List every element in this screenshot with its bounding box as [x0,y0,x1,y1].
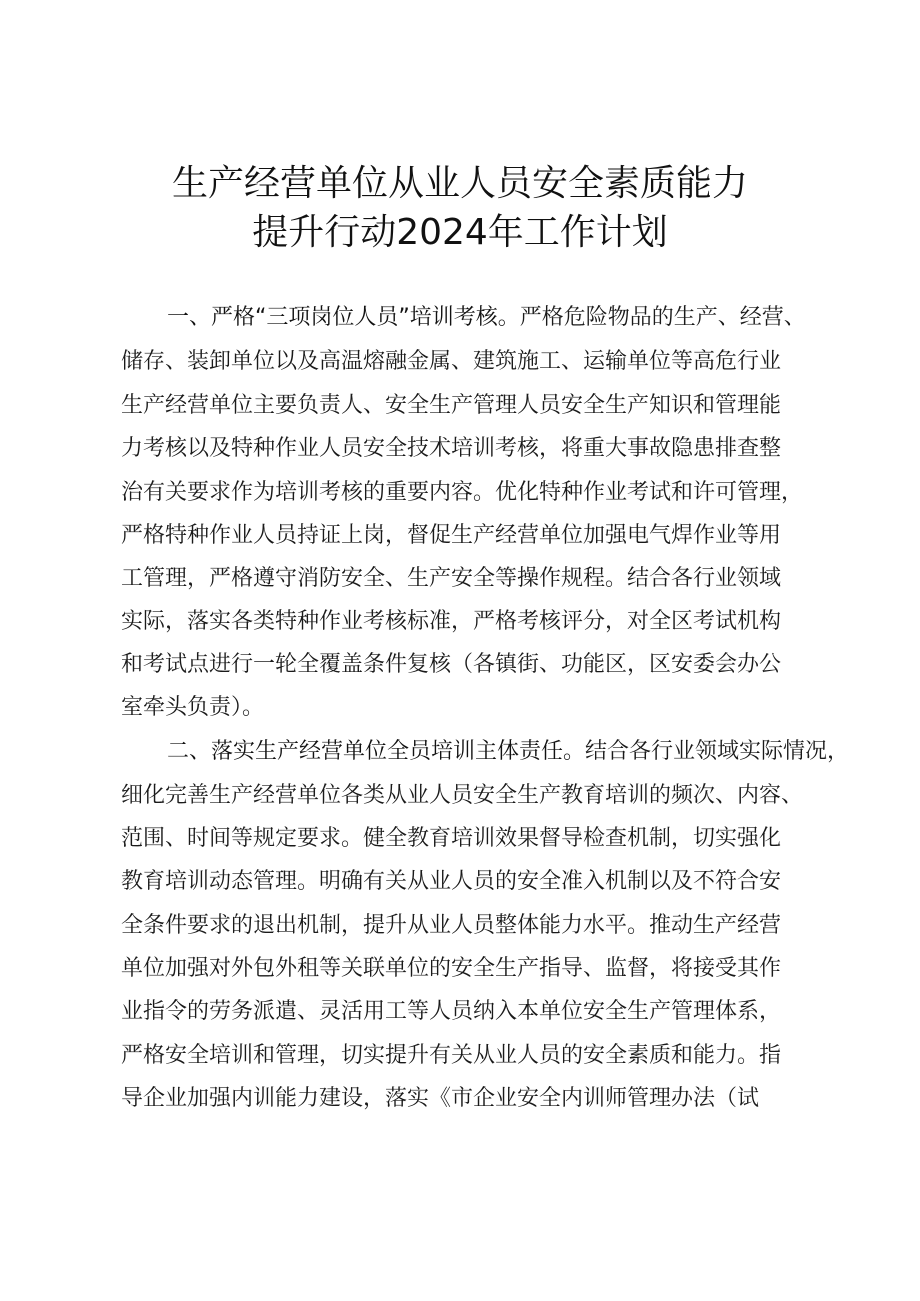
section-1-first-line [167,298,806,338]
paragraph-line: 室牵头负责）。 [121,695,265,720]
section-2-text: 结合各行业领域实际情况， [585,739,850,764]
paragraph-line: 范围、时间等规定要求。健全教育培训效果督导检查机制，切实强化 [121,826,782,851]
paragraph-line: 严格安全培训和管理，切实提升有关从业人员的安全素质和能力。指 [121,1043,782,1068]
paragraph-line: 实际，落实各类特种作业考核标准，严格考核评分，对全区考试机构 [121,609,782,634]
paragraph-line: 力考核以及特种作业人员安全技术培训考核，将重大事故隐患排查整 [121,436,782,461]
section-1-text: 严格危险物品的生产、经营、 [519,305,806,330]
paragraph-line: 教育培训动态管理。明确有关从业人员的安全准入机制以及不符合安 [121,869,782,894]
document-title-line-2: 提升行动2024年工作计划 [252,212,668,253]
section-1-heading: 一、严格“三项岗位人员”培训考核。 [167,305,520,330]
paragraph-line: 业指令的劳务派遣、灵活用工等人员纳入本单位安全生产管理体系， [121,999,782,1024]
section-2-first-line [167,732,850,772]
paragraph-line: 细化完善生产经营单位各类从业人员安全生产教育培训的频次、内容、 [121,783,804,808]
paragraph-line: 和考试点进行一轮全覆盖条件复核（各镇街、功能区，区安委会办公 [121,652,782,677]
section-2-heading: 二、落实生产经营单位全员培训主体责任。 [167,739,586,764]
paragraph-line: 治有关要求作为培训考核的重要内容。优化特种作业考试和许可管理， [121,480,804,505]
document-title-line-1: 生产经营单位从业人员安全素质能力 [171,163,748,204]
paragraph-line: 生产经营单位主要负责人、安全生产管理人员安全生产知识和管理能 [121,393,782,418]
paragraph-line: 导企业加强内训能力建设，落实《市企业安全内训师管理办法（试 [121,1086,760,1111]
paragraph-line: 工管理，严格遵守消防安全、生产安全等操作规程。结合各行业领域 [121,566,782,591]
paragraph-line: 储存、装卸单位以及高温熔融金属、建筑施工、运输单位等高危行业 [121,349,782,374]
paragraph-line: 单位加强对外包外租等关联单位的安全生产指导、监督，将接受其作 [121,956,782,981]
paragraph-line: 严格特种作业人员持证上岗，督促生产经营单位加强电气焊作业等用 [121,523,782,548]
paragraph-line: 全条件要求的退出机制，提升从业人员整体能力水平。推动生产经营 [121,913,782,938]
